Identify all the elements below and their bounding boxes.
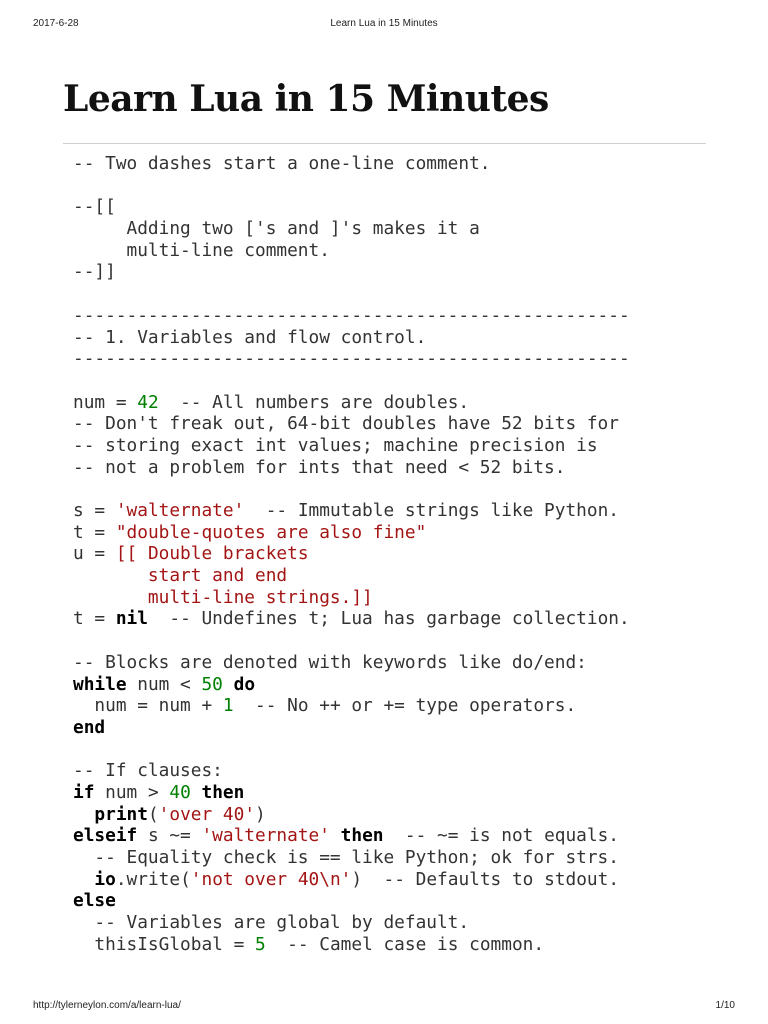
code-token: -- storing exact int values; machine precision is	[73, 434, 598, 456]
code-token: -- Blocks are denoted with keywords like do/end:	[73, 651, 587, 673]
code-token: -- If clauses:	[73, 760, 223, 782]
code-token: nil	[115, 608, 148, 630]
code-token: --[[	[73, 196, 116, 218]
code-token: -- No ++ or += type operators.	[233, 695, 577, 717]
code-line	[73, 804, 753, 826]
print-header	[0, 14, 768, 30]
code-token: -- Immutable strings like Python.	[244, 500, 619, 521]
code-token: 5	[255, 933, 266, 955]
code-line	[73, 478, 753, 500]
code-token: if	[73, 781, 95, 803]
code-token: num >	[94, 781, 170, 803]
page-title: Learn Lua in 15 Minutes	[63, 78, 549, 120]
code-line	[73, 630, 753, 652]
code-line	[73, 283, 753, 305]
code-line	[73, 912, 753, 934]
code-token	[191, 782, 202, 803]
code-line	[73, 587, 753, 609]
code-line	[73, 261, 753, 283]
code-token: -- 1. Variables and flow control.	[73, 326, 427, 348]
code-line	[73, 457, 753, 479]
code-line	[73, 392, 753, 414]
code-token: -- Don't freak out, 64-bit doubles have 52 bits for	[73, 413, 619, 435]
code-token: )	[351, 868, 363, 890]
code-token: 40	[169, 781, 191, 803]
code-token: else	[73, 890, 116, 912]
code-token: elseif	[73, 825, 138, 847]
code-line	[73, 652, 753, 674]
print-title: Learn Lua in 15 Minutes	[330, 18, 438, 29]
page-number: 1/10	[715, 1000, 735, 1011]
code-token: while	[73, 673, 127, 695]
code-line	[73, 782, 753, 804]
code-line	[73, 153, 753, 175]
code-token: 'not over 40\n'	[190, 868, 352, 890]
code-line	[73, 825, 753, 847]
code-token: (	[147, 803, 159, 825]
print-footer	[0, 998, 768, 1014]
code-line	[73, 370, 753, 392]
code-token	[73, 869, 94, 890]
title-divider	[63, 143, 706, 144]
code-token: then	[201, 781, 245, 803]
code-line	[73, 760, 753, 782]
code-token: 50	[201, 673, 223, 695]
code-token: -- not a problem for ints that need < 52 bits.	[73, 456, 566, 478]
code-token	[73, 804, 94, 825]
code-line	[73, 522, 753, 544]
code-line	[73, 348, 753, 370]
code-token: u =	[73, 543, 116, 565]
code-token	[330, 825, 341, 846]
code-token: io	[94, 868, 116, 890]
code-line	[73, 196, 753, 218]
code-token: Adding two ['s and ]'s makes it a	[73, 218, 480, 240]
code-token: num <	[126, 673, 202, 695]
code-token: multi-line comment.	[73, 239, 330, 261]
code-token: [[ Double brackets	[115, 543, 309, 565]
code-token: -- Undefines t; Lua has garbage collection.	[147, 608, 630, 630]
code-line	[73, 543, 753, 565]
code-block	[73, 153, 753, 955]
print-date: 2017-6-28	[33, 18, 79, 29]
code-line	[73, 717, 753, 739]
code-token: -- Defaults to stdout.	[362, 868, 620, 890]
code-token: t =	[73, 608, 116, 630]
code-token: print	[94, 803, 148, 825]
code-line	[73, 305, 753, 327]
code-token: 'walternate'	[115, 500, 245, 521]
code-token: -- All numbers are doubles.	[158, 391, 470, 413]
code-line	[73, 674, 753, 696]
code-token: ----------------------------------------------------	[73, 348, 630, 370]
code-token: s ~=	[137, 825, 202, 847]
code-token: 1	[222, 695, 234, 717]
code-token: --]]	[73, 261, 116, 283]
code-token: then	[340, 825, 384, 847]
code-token	[223, 674, 234, 695]
code-line	[73, 847, 753, 869]
code-line	[73, 175, 753, 197]
code-token: -- ~= is not equals.	[383, 825, 619, 847]
code-line	[73, 218, 753, 240]
code-token: -- Variables are global by default.	[73, 912, 470, 934]
code-line	[73, 934, 753, 956]
code-line	[73, 413, 753, 435]
code-token: ----------------------------------------------------	[73, 304, 630, 326]
code-line	[73, 500, 753, 522]
code-token: -- Two dashes start a one-line comment.	[73, 153, 491, 174]
code-token: .write(	[115, 868, 191, 890]
code-token: do	[233, 673, 256, 695]
code-line	[73, 890, 753, 912]
code-line	[73, 435, 753, 457]
code-token: 'over 40'	[158, 803, 256, 825]
code-line	[73, 327, 753, 349]
code-token: 'walternate'	[201, 825, 330, 847]
code-line	[73, 240, 753, 262]
code-line	[73, 695, 753, 717]
code-token: end	[73, 716, 106, 738]
code-token: thisIsGlobal =	[73, 933, 255, 955]
code-token: "double-quotes are also fine"	[115, 521, 427, 543]
code-line	[73, 608, 753, 630]
code-token: )	[255, 803, 266, 825]
code-token: -- Equality check is == like Python; ok for strs.	[73, 847, 619, 868]
code-token: num = num +	[73, 695, 223, 717]
code-line	[73, 565, 753, 587]
code-line	[73, 869, 753, 891]
page-url: http://tylerneylon.com/a/learn-lua/	[33, 1000, 181, 1011]
code-token: t =	[73, 521, 116, 543]
code-token: s =	[73, 500, 116, 521]
code-token: 42	[137, 391, 159, 413]
code-token: -- Camel case is common.	[265, 933, 545, 955]
code-token: start and end	[73, 565, 288, 587]
code-token: num =	[73, 391, 138, 413]
code-line	[73, 739, 753, 761]
code-token: multi-line strings.]]	[73, 586, 373, 608]
